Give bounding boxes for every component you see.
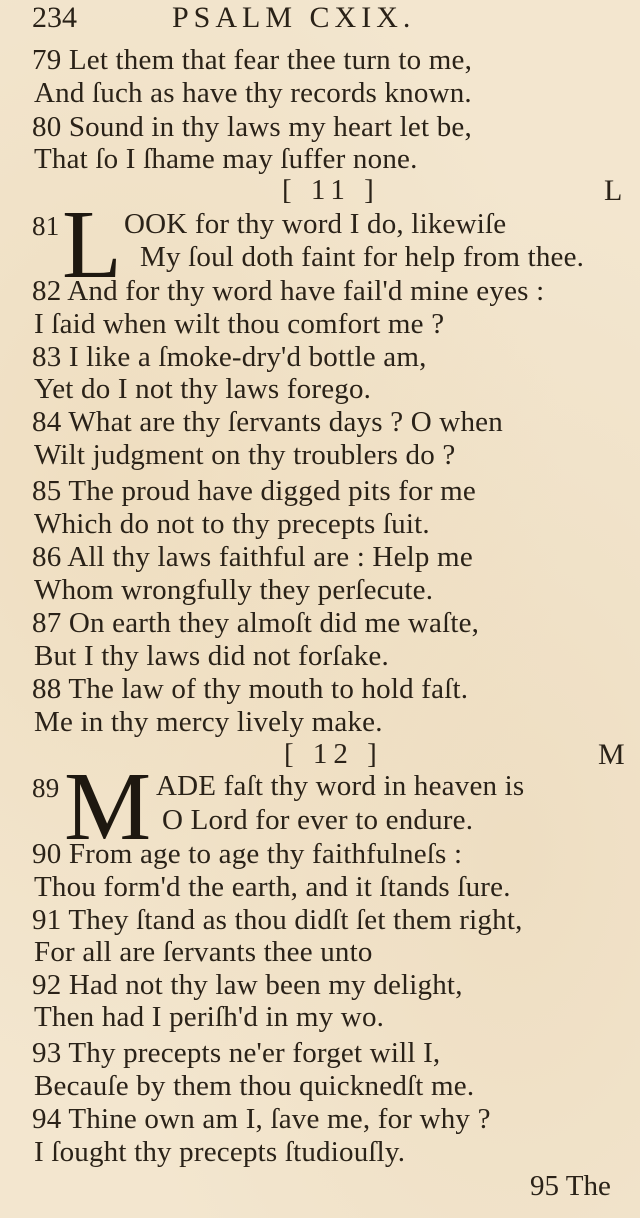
text-line: 86 All thy laws faithful are : Help me [32, 541, 473, 573]
text-line: 87 On earth they almoſt did me waſte, [32, 607, 480, 639]
text-line: 83 I like a ſmoke-dry'd bottle am, [32, 341, 427, 373]
drop-cap: M [64, 753, 152, 861]
text-line: Yet do I not thy laws forego. [34, 373, 372, 405]
text-line: That ſo I ſhame may ſuffer none. [34, 143, 418, 175]
text-line: Which do not to thy precepts ſuit. [34, 508, 430, 540]
text-line: 79 Let them that fear thee turn to me, [32, 44, 473, 76]
running-title: PSALM CXIX. [172, 1, 416, 34]
text-line: Then had I periſh'd in my wo. [34, 1001, 385, 1033]
text-line: 90 From age to age thy faithfulneſs : [32, 838, 463, 870]
text-line: 92 Had not thy law been my delight, [32, 969, 463, 1001]
verse-number: 81 [32, 211, 60, 241]
text-line: 88 The law of thy mouth to hold faſt. [32, 673, 469, 705]
text-line: 85 The proud have digged pits for me [32, 475, 476, 507]
text-line: I ſaid when wilt thou comfort me ? [34, 308, 445, 340]
text-line: But I thy laws did not forſake. [34, 640, 389, 672]
catchword: 95 The [530, 1170, 611, 1202]
text-line: O Lord for ever to endure. [162, 804, 474, 836]
text-line: Whom wrongfully they perſecute. [34, 574, 434, 606]
text-line: For all are ſervants thee unto [34, 936, 373, 968]
verse-number: 89 [32, 773, 60, 803]
text-line: 93 Thy precepts ne'er forget will I, [32, 1037, 441, 1069]
text-line: Me in thy mercy lively make. [34, 706, 383, 738]
text-line: 82 And for thy word have fail'd mine eyes : [32, 275, 545, 307]
text-line: Becauſe by them thou quicknedſt me. [34, 1070, 475, 1102]
text-line: And ſuch as have thy records known. [34, 77, 472, 109]
text-line: Thou form'd the earth, and it ſtands ſure. [34, 871, 511, 903]
text-line: 80 Sound in thy laws my heart let be, [32, 111, 472, 143]
drop-cap: L [62, 191, 122, 299]
text-line: My ſoul doth faint for help from thee. [140, 241, 585, 273]
text-line: ADE faſt thy word in heaven is [156, 770, 525, 802]
section-number: [ 12 ] [284, 738, 383, 770]
text-line: 94 Thine own am I, ſave me, for why ? [32, 1103, 491, 1135]
text-line: 91 They ſtand as thou didſt ſet them right, [32, 904, 523, 936]
page-number: 234 [32, 1, 77, 34]
text-line: OOK for thy word I do, likewiſe [124, 208, 507, 240]
text-line: I ſought thy precepts ſtudiouſly. [34, 1136, 406, 1168]
text-line: 84 What are thy ſervants days ? O when [32, 406, 503, 438]
text-line: Wilt judgment on thy troublers do ? [34, 439, 456, 471]
section-number: [ 11 ] [282, 174, 380, 206]
hebrew-letter-heading: L [604, 174, 623, 207]
hebrew-letter-heading: M [598, 738, 625, 771]
